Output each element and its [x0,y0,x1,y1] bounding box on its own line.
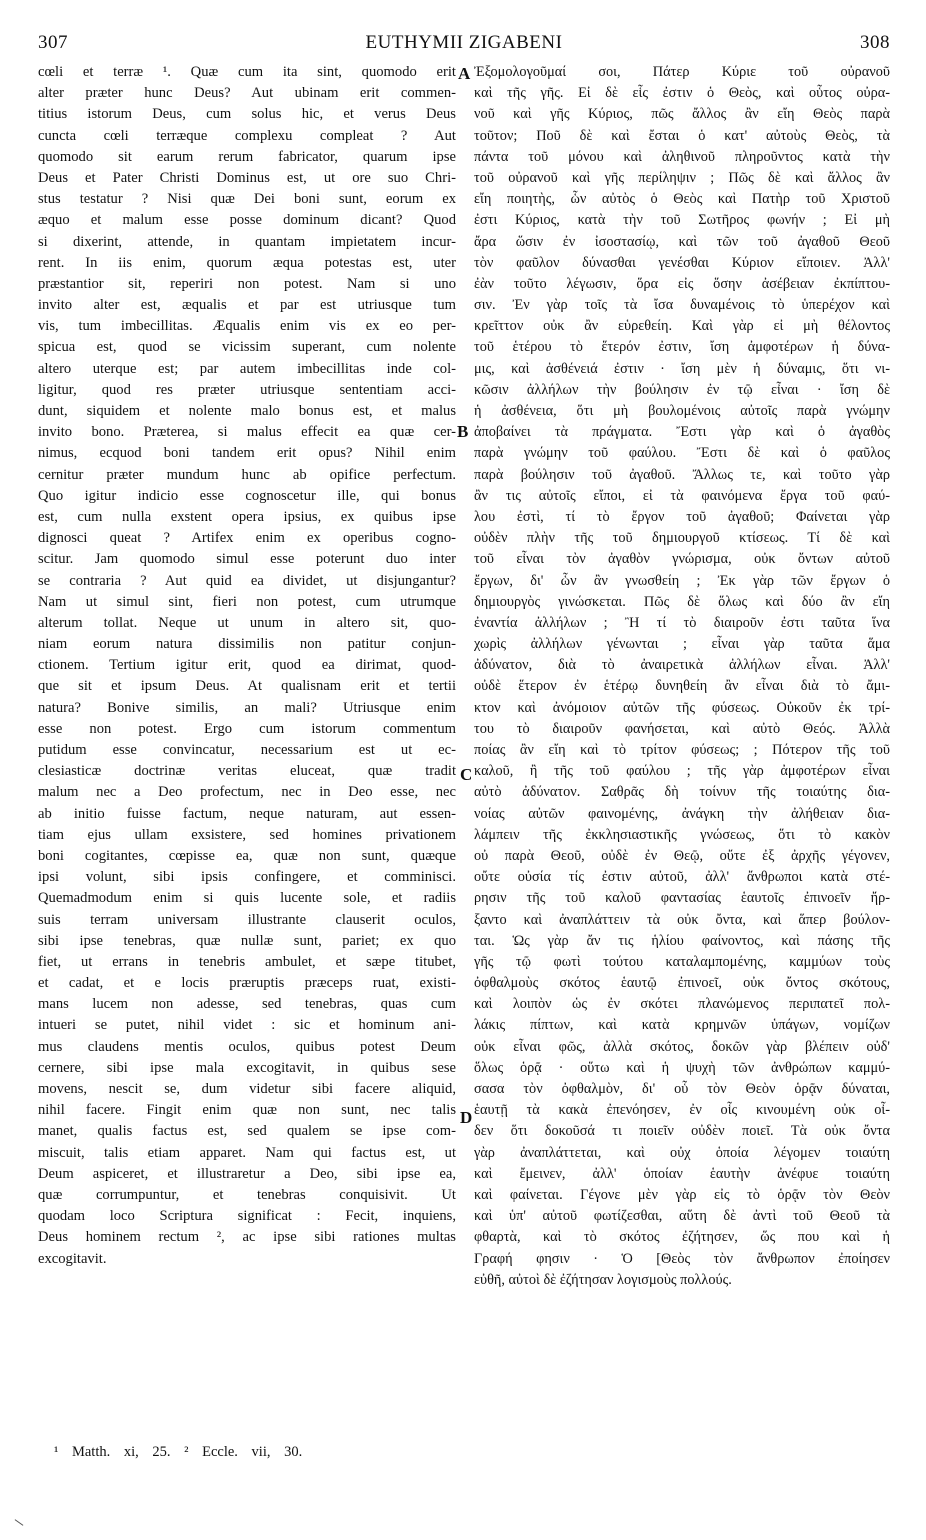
latin-text-line: excogitavit. [38,1250,107,1267]
latin-text-line: dunt, siquidem et nolente malo bonus est, et malus [38,403,456,419]
greek-text-line: γῆς τῷ φωτὶ τούτου καταλαμπομένης, καμμύων τοὺς [474,953,890,970]
latin-text-line: Deus et Pater Christi Dominus est, ut ore suo Chri- [38,169,456,186]
section-marker-b: B [457,422,469,441]
greek-text-line: εὐθῆ, αὐτοὶ δὲ ἐζήτησαν λογισμοὺς πολλούς. [474,1271,732,1288]
greek-text-line: ἡ ἀσθένεια, ὅτι μὴ βουλομένοις αὐτοῖς παρὰ γνώμην [474,403,890,419]
section-marker-d: D [460,1108,473,1127]
greek-text-line: τοῦ ἑτέρου τὸ ἕτερόν ἐστιν, ἴση ἀμφοτέρων ἡ δύνα- [474,339,890,356]
greek-text-line: γὰρ ἀναπλάττεται, καὶ οὐχ ὁποία λέγομεν τοιαύτη [474,1144,890,1161]
greek-text-line: ἔργων, δι' ὧν ἂν γνωσθείη ; Ἐκ γὰρ τῶν ἔργων ὁ [474,572,890,589]
latin-text-line: intueri se putet, nihil videt : sic et hominum ani- [38,1017,456,1034]
latin-text-line: movens, nescit se, dum videtur sibi facere aliquid, [38,1081,456,1097]
latin-text-line: se contraria ? Aut quid ea dividet, ut disjungantur? [38,572,456,589]
latin-text-line: nihil facere. Fingit enim quæ non sunt, nec talis [38,1102,456,1119]
greek-text-line: καὶ ὑπ' αὐτοῦ φωτίζεσθαι, αὕτη δὲ ἀντὶ τοῦ Θεοῦ τὰ [474,1208,890,1225]
latin-text-line: est, cum nulla exstent opera ipsius, ex quibus ipse [38,508,456,525]
latin-text-line: alter præter hunc Deus? Aut ubinam erit commen- [38,85,456,102]
greek-text-line: φθαρτὰ, καὶ τὸ σκότος ἐζήτησεν, ὥς που καὶ ἡ [474,1229,890,1246]
running-title: EUTHYMII ZIGABENI [365,32,563,53]
greek-text-line: ἄρα ὥσιν ἐν ἰσοστασίῳ, καὶ τῶν τοῦ ἀγαθοῦ Θεοῦ [474,233,890,250]
latin-text-line: sibi ipse tenebras, quæ nullæ sunt, pariet; ex quo [38,932,456,949]
latin-text-line: scitur. Jam quomodo simul esse poterunt duo inter [38,551,456,568]
latin-text-line: titius istorum Deus, cum solus hic, et verus Deus [38,106,456,123]
latin-text-line: præstantior sit, reperiri non potest. Nam si uno [38,275,456,292]
latin-text-line: nimus, ecquod boni tandem erit opus? Nihil enim [38,445,456,462]
greek-text-line: τὸν φαῦλον δύνασθαι γενέσθαι Κύριον εἴποιεν. Ἀλλ' [474,254,890,271]
greek-text-line: Γραφή φησιν · Ὁ [Θεὸς τὸν ἄνθρωπον ἐποίησεν [474,1250,890,1267]
latin-text-line: mans lucem non adesse, sed tenebras, quas cum [38,996,456,1013]
greek-text-line: ἂν τις αὐτοῖς εἴποι, εἰ τὰ φαινόμενα ἔργα τοῦ φαύ- [474,487,890,504]
latin-text-line: suis terram universam illustrante clauserit oculos, [38,911,456,928]
greek-text-line: ἐστι Κύριος, κατὰ τὴν τοῦ Σωτῆρος φωνήν ; Εἰ μὴ [474,212,890,229]
latin-text-line: stus testatur ? Nisi quæ Dei boni sunt, eorum ex [38,191,456,208]
greek-text-line: ξαντο καὶ ἀναπλάττειν τὰ οὐκ ὄντα, καὶ ἅπερ βούλον- [474,911,890,928]
greek-text-line: ἐὰν τοῦτο λέγωσιν, ὅρα εἰς ὅσην ἀσέβειαν ἐκπίπτου- [474,275,890,292]
latin-text-line: fiet, ut errans in tenebris ambulet, et sæpe titubet, [38,953,456,970]
greek-text-line: παρὰ βούλησιν τοῦ ἀγαθοῦ. Ἄλλως τε, καὶ τοῦτο γὰρ [474,466,890,483]
greek-text-line: παρὰ γνώμην τοῦ φαύλου. Ἔστι δὲ καὶ ὁ φαῦλος [474,445,890,462]
latin-text-line: que sit et ipsum Deus. At qualisnam erit et tertii [38,678,456,695]
greek-text-line: ρησιν τῆς τοῦ καλοῦ φαντασίας ἑαυτοῖς ἐπινοεῖν ἤρ- [474,890,890,907]
latin-text-line: invito alter est, æqualis et par est utriusque tum [38,297,456,314]
greek-text-line: δημιουργὸς γινώσκεται. Πῶς δὲ ὅλως καὶ δύο ἂν εἴη [474,593,890,610]
latin-text-line: boni cogitantes, cœpisse ea, quæ non sunt, quæque [38,847,456,864]
greek-column [474,62,890,1291]
latin-text-line: æquo et malum esse posse dominum dicant? Quod [38,212,456,229]
greek-text-line: λάκις πίπτων, καὶ κατὰ κρημνῶν ὑπάγων, νομίζων [474,1017,890,1034]
greek-text-line: καὶ φαίνεται. Γέγονε μὲν γὰρ εἰς τὸ ὁρᾷν τὸν Θεὸν [474,1186,890,1203]
latin-text-line: Quo igitur indicio esse cognoscetur ille, qui bonus [38,487,456,504]
latin-text-line: tiam ejus ullam exsistere, sed homines privationem [38,826,456,843]
greek-text-line: καλοῦ, ἢ τῆς τοῦ φαύλου ; τῆς γὰρ ἀμφοτέρων εἶναι [474,763,890,780]
greek-text-line: κρεῖττον οὐκ ἂν εὑρεθείη. Καὶ γὰρ εἰ μὴ θέλοντος [474,318,890,335]
greek-text-line: του τὸ διαιροῦν φανήσεται, καὶ αὐτὸ Θεός. Ἀλλὰ [474,720,890,737]
scan-mark [15,1519,24,1526]
latin-text-line: ipsi volunt, sibi ipsis confingere, et comminisci. [38,869,456,886]
latin-text-line: cernere, sibi ipse mala excogitavit, in quibus sese [38,1059,456,1076]
greek-text-line: εἴη ποιητὴς, ὧν αὐτὸς ὁ Θεὸς καὶ Πατὴρ τοῦ Χριστοῦ [474,191,890,208]
greek-text-line: οὐ παρὰ Θεοῦ, οὐδὲ ἐν Θεῷ, οὔτε ἐξ ἀρχῆς γέγονεν, [474,847,890,864]
latin-text-line: niam eorum natura dissimilis non patitur conjun- [38,636,456,653]
greek-text-line: τοῦ εἶναι τὸν ἀγαθὸν γνώρισμα, οὐκ ὄντων αὐτοῦ [474,551,890,568]
page-header [38,32,890,58]
latin-text-line: cuncta cœli terræque complexu compleat ? Aut [38,127,456,144]
latin-column [38,62,456,1270]
latin-text-line: altero uterque est; par autem imbecillitas inde col- [38,360,456,377]
latin-text-line: esse non potest. Ergo cum istorum commentum [38,720,456,737]
latin-text-line: miscuit, talis etiam apparet. Nam qui factus est, ut [38,1144,456,1161]
latin-text-line: malum nec a Deo profectum, nec in Deo esse, nec [38,784,456,801]
greek-text-line: οὐκ εἶναι φῶς, ἀλλὰ σκότος, δοκῶν γὰρ βλέπειν οὐδ' [474,1038,890,1055]
greek-text-line: τοῦτον; Ποῦ δὲ καὶ ἔσται ὁ κατ' αὐτοὺς Θεὸς, τὰ [474,127,890,144]
greek-text-line: νοίας αὐτῶν φαινομένης, ἀνάγκη τὴν ἀλήθειαν δια- [474,805,890,822]
greek-text-line: σασα τὸν ὀφθαλμὸν, δι' οὗ τὸν Θεὸν ὁρᾷν δύναται, [474,1081,890,1097]
latin-text-line: mus claudens mentis oculos, quibus potest Deum [38,1038,456,1055]
greek-text-line: καὶ ἔμεινεν, ἀλλ' ὁποίαν ἑαυτὴν ἀνέφυε τοιαύτη [474,1165,890,1182]
latin-text-line: Quemadmodum enim si quis lucente sole, et radiis [38,890,456,907]
latin-text-line: quæ corrumpuntur, et tenebras conquisivit. Ut [38,1186,456,1203]
section-marker-c: C [460,765,473,784]
page-number-right: 308 [860,32,890,53]
greek-text-line: ὀφθαλμοὺς σκότος ἑαυτῷ ἐπινοεῖ, οὐκ ὄντος σκότους, [474,975,890,992]
greek-text-line: δεν ὅτι δοκοῦσά τι ποιεῖν οὐδὲν ποιεῖ. Τὰ οὐκ ὄντα [474,1123,890,1140]
greek-text-line: ἐναντία ἀλλήλων ; Ἢ τί τὸ διαιροῦν ἐστι ταῦτα ἵνα [474,614,890,631]
latin-text-line: manet, qualis factus est, sed qualem se ipse com- [38,1123,456,1140]
greek-text-line: τοῦ οὐρανοῦ καὶ γῆς περίληψιν ; Πῶς δὲ καὶ ἄλλος ἂν [474,169,890,186]
greek-text-line: ται. Ὡς γὰρ ἄν τις ἡλίου φαίνοντος, καὶ πάσης τῆς [474,932,890,949]
greek-text-line: νοῦ καὶ γῆς Κύριος, πῶς ἄλλος ἂν εἴη Θεὸς παρὰ [474,106,890,123]
greek-text-line: χωρὶς ἀλλήλων γένωνται ; εἶναι γὰρ ταῦτα ἅμα [474,636,890,653]
greek-text-line: Ἐξομολογοῦμαί σοι, Πάτερ Κύριε τοῦ οὐρανοῦ [474,64,890,80]
latin-text-line: alterum tollat. Neque ut unum in altero sit, quo- [38,614,456,631]
greek-text-line: οὔτε οὐσία τίς ἐστιν αὐτοῦ, ἀλλ' ἄνθρωποι κατὰ στέ- [474,869,890,886]
latin-text-line: et cadat, et e locis præruptis præceps ruat, existi- [38,975,456,992]
latin-text-line: Deum aspiceret, et illustraretur a Deo, sibi ipse ea, [38,1165,456,1182]
latin-text-line: ctionem. Tertium igitur erit, quod ea dirimat, quod- [38,657,456,674]
greek-text-line: μις, καὶ ἀσθένειά ἐστιν · ἴση μὲν ἡ δύναμις, ὅτι νι- [474,360,890,377]
greek-text-line: αὐτὸ ἀδύνατον. Σαθρᾶς δὴ τοίνυν τῆς τοιαύτης δια- [474,784,890,801]
greek-text-line: καὶ τῆς γῆς. Εἰ δὲ εἷς ἐστιν ὁ Θεὸς, καὶ οὗτος οὐρα- [474,85,890,102]
latin-text-line: ab initio fuisse factum, neque naturam, aut essen- [38,805,456,822]
latin-text-line: clesiasticæ doctrinæ veritas eluceat, quæ tradit [38,763,456,780]
greek-text-line: οὐδὲν πλὴν τῆς τοῦ δημιουργοῦ κτίσεως. Τί δὲ καὶ [474,530,890,547]
greek-text-line: πάντα τοῦ μόνου καὶ ἀληθινοῦ πληροῦντος κατὰ τὴν [474,148,890,165]
latin-text-line: vis, tum imbecillitas. Æqualis enim vis ex eo per- [38,318,456,335]
latin-text-line: cœli et terræ ¹. Quæ cum ita sint, quomodo erit [38,64,456,80]
latin-text-line: quodam loco Scriptura significat : Fecit, inquiens, [38,1208,456,1225]
greek-text-line: καὶ λοιπὸν ὡς ἐν σκότει πλανώμενος περιπατεῖ πολ- [474,996,890,1013]
latin-text-line: natura? Bonive similis, an mali? Utriusque enim [38,699,456,716]
latin-text-line: quomodo sit earum rerum fabricator, quarum ipse [38,148,456,165]
page-number-left: 307 [38,32,68,53]
latin-text-line: rent. In iis enim, quorum æqua potestas est, uter [38,254,456,271]
footnotes: ¹ Matth. xi, 25. ² Eccle. vii, 30. [54,1444,303,1460]
section-marker-a: A [458,64,471,83]
latin-text-line: putidum esse convincatur, necessarium est ut ec- [38,742,456,758]
greek-text-line: ἑαυτῇ τὰ κακὰ ἐπενόησεν, ἐν οἷς κινουμένη οὐκ οἶ- [474,1102,890,1119]
latin-text-line: si dixerint, attende, in quantam impietatem incur- [38,233,456,250]
greek-text-line: κῶσιν ἀλλήλων τὴν βούλησιν ἐν τῷ εἶναι · ἴση δὲ [474,381,890,398]
greek-text-line: ποίας ἂν εἴη καὶ τὸ τρίτον φύσεως; ; Πότερον τῆς τοῦ [474,742,890,758]
greek-text-line: λου ἐστὶ, τί τὸ ἔργον τοῦ ἀγαθοῦ; Φαίνεται γὰρ [474,508,890,525]
greek-text-line: οὐδὲ ἕτερον ἐν ἑτέρῳ δυνηθείη ἂν εἶναι διὰ τὸ ἄμι- [474,678,890,695]
latin-text-line: invito bono. Præterea, si malus effecit ea quæ cer- [38,424,456,441]
latin-text-line: ligitur, quod res præter utriusque sententiam acci- [38,381,456,398]
greek-text-line: λάμπειν τῆς ἐκκλησιαστικῆς γνώσεως, ὅτι τὸ κακὸν [474,826,890,843]
latin-text-line: dignosci queat ? Artifex enim ex operibus cogno- [38,530,456,547]
greek-text-line: ὅλως ὁρᾷ · οὕτω καὶ ἡ ψυχὴ τῶν ἀνθρώπων καμμύ- [474,1059,890,1076]
greek-text-line: ἀδύνατον, διὰ τὸ ἀναιρετικὰ ἀλλήλων εἶναι. Ἀλλ' [474,657,890,674]
greek-text-line: κτον καὶ ἀνόμοιον αὐτῶν τῆς φύσεως. Οὐκοῦν ἐκ τρί- [474,699,890,716]
greek-text-line: σιν. Ἐν γὰρ τοῖς τὰ ἴσα δυναμένοις τὸ ὑπερέχον καὶ [474,297,890,314]
latin-text-line: Nam ut simul sint, fieri non potest, cum utrumque [38,593,456,610]
latin-text-line: Deus hominem rectum ², ac ipse sibi rationes multas [38,1229,456,1246]
greek-text-line: ἀποβαίνει τὰ πράγματα. Ἔστι γὰρ καὶ ὁ ἀγαθὸς [474,424,890,441]
latin-text-line: cernitur præter mundum hunc ab opifice perfectum. [38,466,456,483]
latin-text-line: spicua est, quod se vicissim superant, cum nolente [38,339,456,356]
